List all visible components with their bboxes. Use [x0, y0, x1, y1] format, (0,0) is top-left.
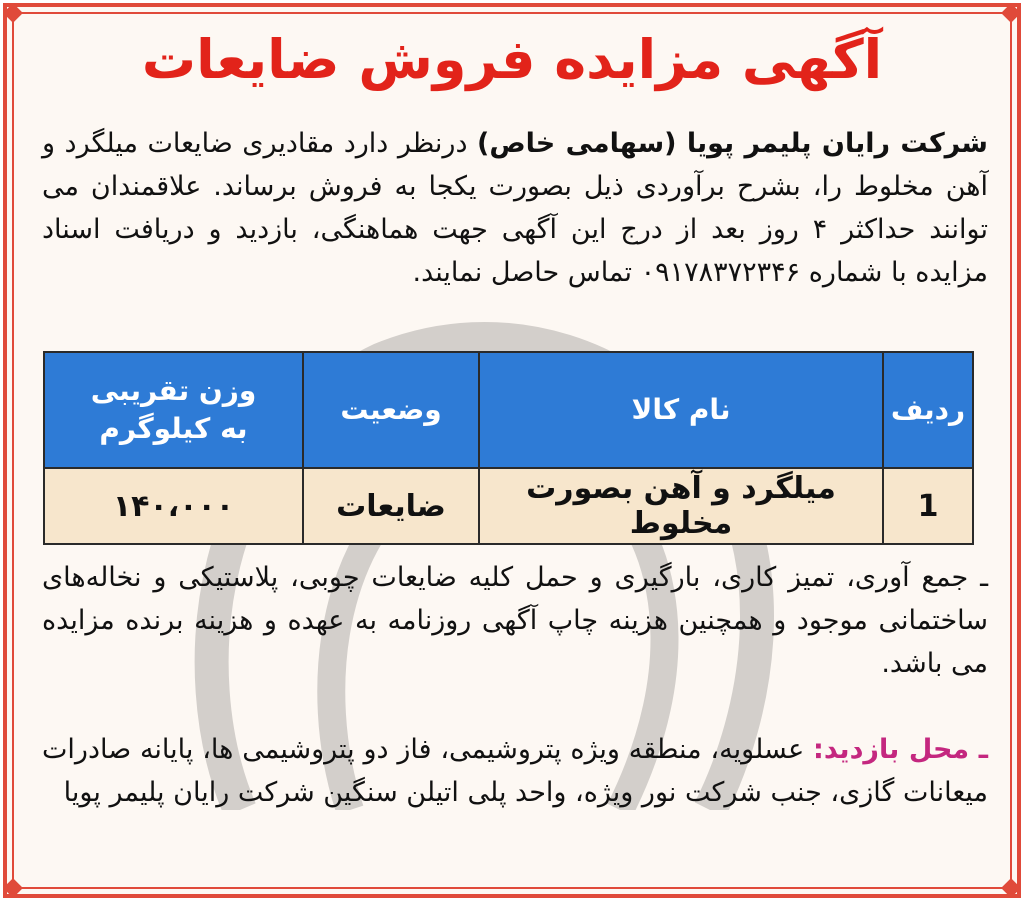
header-row-number: ردیف: [883, 352, 973, 468]
visit-location-text: عسلویه، منطقه ویژه پتروشیمی، فاز دو پتروشیمی ها، پایانه صادرات میعانات گازی، جنب شرکت نور ویژه، واحد پلی اتیلن سنگین شرکت رایان پلیمر پویا: [42, 734, 988, 808]
visit-location-paragraph: [42, 728, 988, 814]
company-name: شرکت رایان پلیمر پویا (سهامی خاص): [477, 128, 988, 159]
notice-title: آگهی مزایده فروش ضایعات: [141, 28, 883, 91]
visit-location-label: ـ محل بازدید:: [813, 734, 988, 765]
header-status: وضعیت: [303, 352, 479, 468]
header-item-name: نام کالا: [479, 352, 883, 468]
table-row: [44, 468, 973, 544]
cell-status: ضایعات: [303, 468, 479, 544]
cell-row-number: 1: [883, 468, 973, 544]
cell-item-name: میلگرد و آهن بصورت مخلوط: [479, 468, 883, 544]
intro-text: درنظر دارد مقادیری ضایعات میلگرد و آهن مخلوط را، بشرح برآوردی ذیل بصورت یکجا به فروش برساند. علاقمندان می توانند حداکثر ۴ روز بعد از درج این آگهی جهت هماهنگی، بازدید و دریافت اسناد مزایده با شماره ۰۹۱۷۸۳۷۲۳۴۶ تماس حاصل نمایند.: [42, 128, 989, 288]
cell-weight: ۱۴۰،۰۰۰: [44, 468, 303, 544]
items-table: [43, 351, 974, 545]
table-header-row: [44, 352, 973, 468]
conditions-note: ـ جمع آوری، تمیز کاری، بارگیری و حمل کلیه ضایعات چوبی، پلاستیکی و نخاله‌های ساختمانی موجود و همچنین هزینه چاپ آگهی روزنامه به عهده و هزینه برنده مزایده می باشد.: [42, 562, 988, 679]
intro-paragraph: [42, 122, 988, 294]
header-weight: وزن تقریبی به کیلوگرم: [44, 352, 303, 468]
